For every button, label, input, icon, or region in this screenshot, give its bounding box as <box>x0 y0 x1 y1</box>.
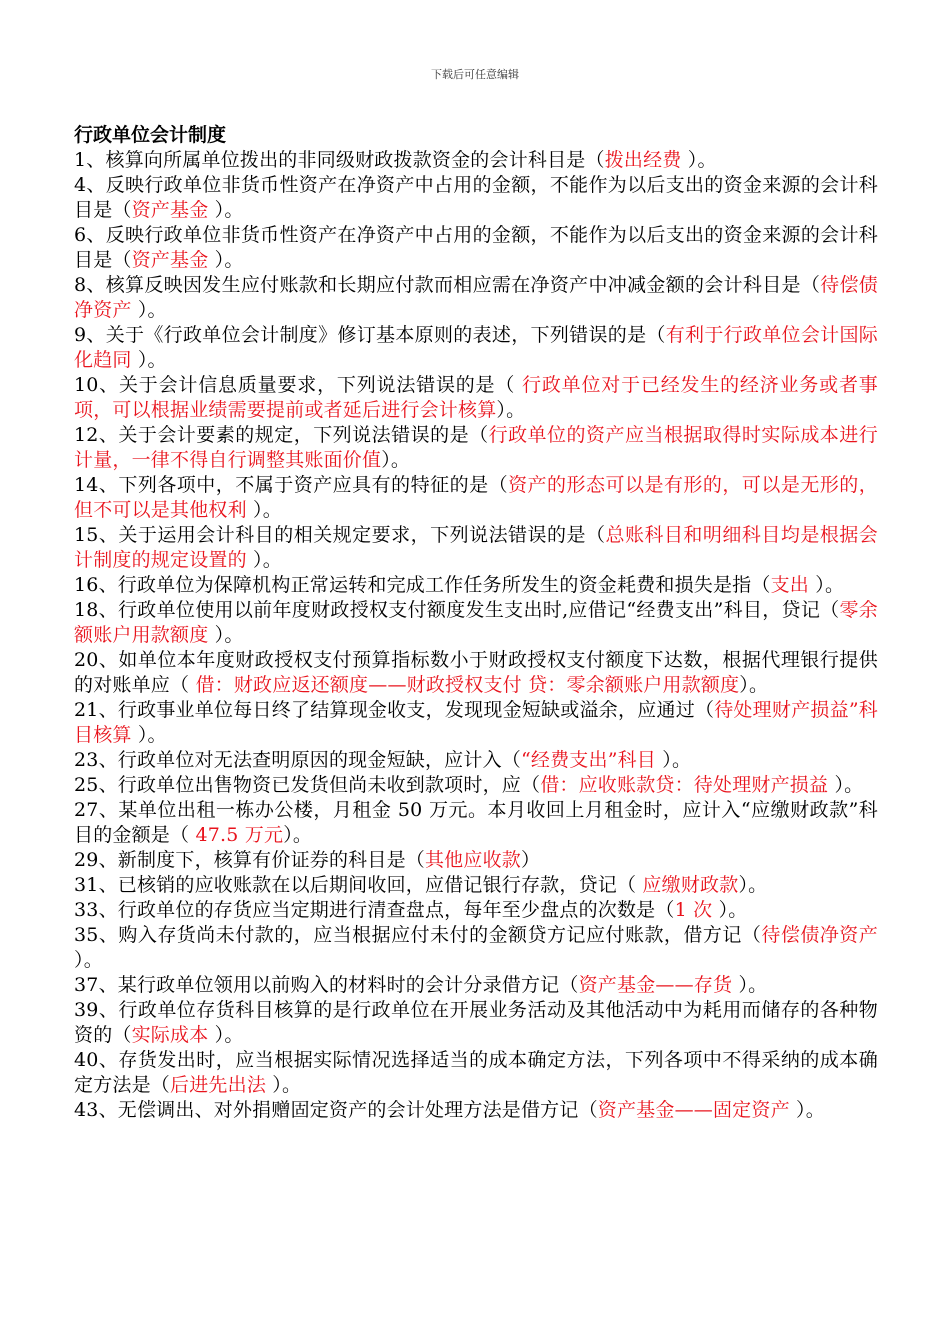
question-item <box>74 273 878 323</box>
question-text: 10、关于会计信息质量要求，下列说法错误的是（ <box>74 374 523 396</box>
question-closing: ）。 <box>283 824 313 846</box>
question-closing: ）。 <box>131 724 167 746</box>
question-closing: ）。 <box>738 874 768 896</box>
question-text: 4、反映行政单位非货币性资产在净资产中占用的金额，不能作为以后支出的资金来源的会计科目是（ <box>74 174 878 221</box>
question-item <box>74 523 878 573</box>
answer-text: 资产的形态可以是有形的，可以是无形的，但不可以是其他权利 <box>74 474 878 521</box>
question-text: 9、关于《行政单位会计制度》修订基本原则的表述，下列错误的是（ <box>74 324 666 346</box>
question-text: 33、行政单位的存货应当定期进行清查盘点，每年至少盘点的次数是（ <box>74 899 675 921</box>
question-text: 20、如单位本年度财政授权支付预算指标数小于财政授权支付额度下达数，根据代理银行提供的对账单应（ <box>74 649 878 696</box>
question-text: 25、行政单位出售物资已发货但尚未收到款项时，应（ <box>74 774 541 796</box>
question-item <box>74 973 878 998</box>
question-text: 8、核算反映因发生应付账款和长期应付款而相应需在净资产中冲减金额的会计科目是（ <box>74 274 821 296</box>
question-item <box>74 323 878 373</box>
question-closing: ）。 <box>381 449 411 471</box>
answer-text: 实际成本 <box>131 1024 209 1046</box>
answer-text: 总账科目和明细科目均是根据会计制度的规定设置的 <box>74 524 878 571</box>
question-closing: ）。 <box>208 199 244 221</box>
question-closing: ）。 <box>208 624 244 646</box>
question-item <box>74 373 878 423</box>
question-item <box>74 1098 878 1123</box>
answer-text: 有利于行政单位会计国际化趋同 <box>74 324 879 371</box>
question-text: 43、无偿调出、对外捐赠固定资产的会计处理方法是借方记（ <box>74 1099 598 1121</box>
question-closing: ）。 <box>266 1074 302 1096</box>
question-text: 15、关于运用会计科目的相关规定要求，下列说法错误的是（ <box>74 524 606 546</box>
answer-text: 行政单位的资产应当根据取得时实际成本进行计量，一律不得自行调整其账面价值 <box>74 424 878 471</box>
answer-text: 待偿债净资产 <box>74 274 878 321</box>
question-item <box>74 573 878 598</box>
question-text: 21、行政事业单位每日终了结算现金收支，发现现金短缺或溢余，应通过（ <box>74 699 715 721</box>
question-text: 31、已核销的应收账款在以后期间收回，应借记银行存款，贷记（ <box>74 874 643 896</box>
question-list <box>74 148 878 1123</box>
question-text: 12、关于会计要素的规定，下列说法错误的是（ <box>74 424 489 446</box>
document-title: 行政单位会计制度 <box>74 124 227 146</box>
question-item <box>74 923 878 973</box>
question-text: 6、反映行政单位非货币性资产在净资产中占用的金额，不能作为以后支出的资金来源的会计科目是（ <box>74 224 878 271</box>
answer-text: 应缴财政款 <box>642 874 739 896</box>
question-closing: ）。 <box>712 899 748 921</box>
answer-text: 1 次 <box>674 899 713 921</box>
answer-text: 支出 <box>770 574 809 596</box>
question-closing: ）。 <box>809 574 845 596</box>
question-item <box>74 423 878 473</box>
question-closing: ）。 <box>681 149 717 171</box>
question-closing: ）。 <box>208 1024 244 1046</box>
question-item <box>74 223 878 273</box>
document-body <box>74 122 878 1123</box>
question-text: 16、行政单位为保障机构正常运转和完成工作任务所发生的资金耗费和损失是指（ <box>74 574 771 596</box>
question-closing: ）。 <box>208 249 244 271</box>
answer-text: 资产基金 <box>131 249 209 271</box>
answer-text: 拨出经费 <box>604 149 682 171</box>
answer-text: 零余额账户用款额度 <box>74 599 878 646</box>
question-closing: ）。 <box>656 749 692 771</box>
question-item <box>74 598 878 648</box>
question-text: 39、行政单位存货科目核算的是行政单位在开展业务活动及其他活动中为耗用而储存的各种物资的（ <box>74 999 878 1046</box>
answer-text: 资产基金——存货 <box>578 974 733 996</box>
question-text: 18、行政单位使用以前年度财政授权支付额度发生支出时,应借记“经费支出”科目，贷记（ <box>74 599 840 621</box>
question-closing: ）。 <box>246 549 282 571</box>
question-item <box>74 898 878 923</box>
answer-text: 资产基金——固定资产 <box>597 1099 790 1121</box>
question-item <box>74 473 878 523</box>
answer-text: 待处理财产损益”科目核算 <box>74 699 878 746</box>
question-text: 14、下列各项中，不属于资产应具有的特征的是（ <box>74 474 509 496</box>
answer-text: 47.5 万元 <box>195 824 284 846</box>
question-item <box>74 998 878 1048</box>
question-item <box>74 698 878 748</box>
question-item <box>74 148 878 173</box>
question-closing: ）。 <box>828 774 864 796</box>
question-item <box>74 748 878 773</box>
answer-text: 后进先出法 <box>170 1074 267 1096</box>
question-closing: ） <box>521 849 541 871</box>
question-text: 37、某行政单位领用以前购入的材料时的会计分录借方记（ <box>74 974 579 996</box>
question-closing: ）。 <box>732 974 768 996</box>
question-item <box>74 798 878 848</box>
question-text: 23、行政单位对无法查明原因的现金短缺，应计入（ <box>74 749 521 771</box>
question-item <box>74 648 878 698</box>
question-item <box>74 873 878 898</box>
question-text: 27、某单位出租一栋办公楼，月租金 50 万元。本月收回上月租金时，应计入“应缴财政款”科目的金额是（ <box>74 799 878 846</box>
question-item <box>74 773 878 798</box>
answer-text: “经费支出”科目 <box>520 749 657 771</box>
question-closing: ）。 <box>789 1099 825 1121</box>
question-closing: ）。 <box>496 399 526 421</box>
answer-text: 其他应收款 <box>424 849 521 871</box>
answer-text: 借：财政应返还额度——财政授权支付 贷：零余额账户用款额度 <box>195 674 740 696</box>
question-closing: ）。 <box>131 349 167 371</box>
answer-text: 资产基金 <box>131 199 209 221</box>
question-text: 40、存货发出时，应当根据实际情况选择适当的成本确定方法，下列各项中不得采纳的成本确定方法是（ <box>74 1049 878 1096</box>
question-item <box>74 1048 878 1098</box>
question-closing: ）。 <box>74 949 103 971</box>
answer-text: 行政单位对于已经发生的经济业务或者事项，可以根据业绩需要提前或者延后进行会计核算 <box>74 374 878 421</box>
question-text: 35、购入存货尚未付款的，应当根据应付未付的金额贷方记应付账款，借方记（ <box>74 924 762 946</box>
question-item <box>74 848 878 873</box>
question-closing: ）。 <box>131 299 167 321</box>
question-closing: ）。 <box>739 674 769 696</box>
answer-text: 待偿债净资产 <box>761 924 878 946</box>
answer-text: 借：应收账款贷：待处理财产损益 <box>540 774 829 796</box>
question-closing: ）。 <box>246 499 282 521</box>
question-text: 1、核算向所属单位拨出的非同级财政拨款资金的会计科目是（ <box>74 149 605 171</box>
question-text: 29、新制度下，核算有价证券的科目是（ <box>74 849 425 871</box>
page-header: 下载后可任意编辑 <box>431 68 519 81</box>
question-item <box>74 173 878 223</box>
